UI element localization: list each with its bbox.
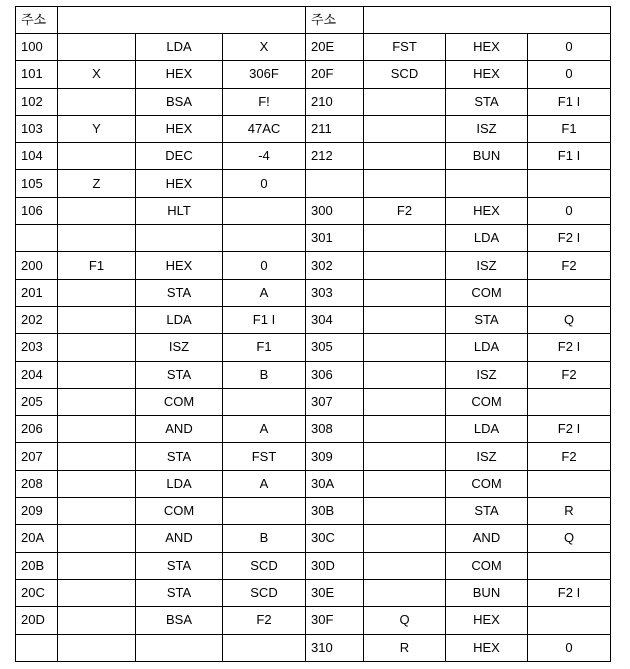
left-operand-cell <box>223 225 306 252</box>
right-instruction-cell: LDA <box>446 225 528 252</box>
right-address-cell <box>306 170 364 197</box>
table-row <box>16 279 611 306</box>
right-instruction-cell: ISZ <box>446 443 528 470</box>
table-row <box>16 252 611 279</box>
table-row <box>16 61 611 88</box>
right-instruction-cell: ISZ <box>446 115 528 142</box>
left-label-cell <box>58 361 136 388</box>
left-instruction-cell: ISZ <box>136 334 223 361</box>
left-operand-cell <box>223 634 306 661</box>
left-label-cell <box>58 388 136 415</box>
right-instruction-cell: HEX <box>446 607 528 634</box>
memory-table <box>15 6 611 662</box>
left-label-cell <box>58 579 136 606</box>
left-instruction-cell <box>136 225 223 252</box>
right-instruction-cell: STA <box>446 498 528 525</box>
left-instruction-cell: LDA <box>136 34 223 61</box>
left-address-cell: 203 <box>16 334 58 361</box>
right-instruction-cell: COM <box>446 388 528 415</box>
left-operand-cell: F! <box>223 88 306 115</box>
left-operand-cell: FST <box>223 443 306 470</box>
left-address-cell: 20C <box>16 579 58 606</box>
left-label-cell <box>58 498 136 525</box>
left-instruction-cell <box>136 634 223 661</box>
right-operand-cell: Q <box>528 525 611 552</box>
right-instruction-cell: STA <box>446 306 528 333</box>
right-label-cell: Q <box>364 607 446 634</box>
left-instruction-cell: HEX <box>136 252 223 279</box>
left-address-cell: 102 <box>16 88 58 115</box>
left-instruction-cell: BSA <box>136 607 223 634</box>
left-address-cell: 205 <box>16 388 58 415</box>
left-address-cell: 206 <box>16 416 58 443</box>
right-operand-cell: F2 <box>528 252 611 279</box>
right-address-cell: 307 <box>306 388 364 415</box>
right-label-cell <box>364 579 446 606</box>
right-instruction-cell: ISZ <box>446 252 528 279</box>
table-row <box>16 306 611 333</box>
left-operand-cell <box>223 197 306 224</box>
address-header-left: 주소 <box>16 7 58 34</box>
right-address-cell: 303 <box>306 279 364 306</box>
left-address-cell <box>16 225 58 252</box>
left-address-cell: 204 <box>16 361 58 388</box>
right-address-cell: 306 <box>306 361 364 388</box>
right-address-cell: 30C <box>306 525 364 552</box>
right-instruction-cell: LDA <box>446 334 528 361</box>
right-operand-cell: F2 I <box>528 334 611 361</box>
table-row <box>16 361 611 388</box>
left-address-cell: 104 <box>16 143 58 170</box>
left-label-cell <box>58 634 136 661</box>
right-address-cell: 211 <box>306 115 364 142</box>
left-address-cell: 200 <box>16 252 58 279</box>
right-operand-cell: F2 I <box>528 579 611 606</box>
right-label-cell <box>364 306 446 333</box>
right-instruction-cell: COM <box>446 552 528 579</box>
right-address-cell: 305 <box>306 334 364 361</box>
right-address-cell: 308 <box>306 416 364 443</box>
right-operand-cell: Q <box>528 306 611 333</box>
right-label-cell <box>364 498 446 525</box>
right-address-cell: 309 <box>306 443 364 470</box>
left-operand-cell: 306F <box>223 61 306 88</box>
left-address-cell: 100 <box>16 34 58 61</box>
left-instruction-cell: COM <box>136 388 223 415</box>
right-address-cell: 30A <box>306 470 364 497</box>
right-operand-cell <box>528 279 611 306</box>
table-row <box>16 470 611 497</box>
left-instruction-cell: LDA <box>136 306 223 333</box>
right-address-cell: 302 <box>306 252 364 279</box>
left-address-cell: 106 <box>16 197 58 224</box>
right-address-cell: 300 <box>306 197 364 224</box>
right-address-cell: 212 <box>306 143 364 170</box>
left-operand-cell: X <box>223 34 306 61</box>
table-row <box>16 634 611 661</box>
left-address-cell: 209 <box>16 498 58 525</box>
right-label-cell: FST <box>364 34 446 61</box>
table-row <box>16 34 611 61</box>
header-blank-left <box>58 7 306 34</box>
left-operand-cell: B <box>223 361 306 388</box>
left-label-cell <box>58 143 136 170</box>
left-label-cell <box>58 197 136 224</box>
left-instruction-cell: BSA <box>136 88 223 115</box>
left-instruction-cell: LDA <box>136 470 223 497</box>
right-instruction-cell: HEX <box>446 34 528 61</box>
right-instruction-cell: COM <box>446 279 528 306</box>
left-label-cell <box>58 279 136 306</box>
table-row <box>16 498 611 525</box>
right-operand-cell: F1 I <box>528 88 611 115</box>
left-instruction-cell: STA <box>136 552 223 579</box>
table-row <box>16 552 611 579</box>
right-operand-cell: 0 <box>528 61 611 88</box>
left-operand-cell: F1 <box>223 334 306 361</box>
right-instruction-cell: ISZ <box>446 361 528 388</box>
left-label-cell <box>58 552 136 579</box>
left-label-cell <box>58 34 136 61</box>
right-label-cell <box>364 225 446 252</box>
right-address-cell: 30F <box>306 607 364 634</box>
left-address-cell <box>16 634 58 661</box>
right-instruction-cell: LDA <box>446 416 528 443</box>
table-row <box>16 115 611 142</box>
program-listing <box>15 6 611 662</box>
table-row <box>16 143 611 170</box>
table-row <box>16 607 611 634</box>
left-label-cell <box>58 470 136 497</box>
right-operand-cell: 0 <box>528 197 611 224</box>
left-operand-cell: A <box>223 470 306 497</box>
left-label-cell <box>58 416 136 443</box>
left-label-cell <box>58 443 136 470</box>
left-operand-cell: F1 I <box>223 306 306 333</box>
table-row <box>16 170 611 197</box>
left-address-cell: 201 <box>16 279 58 306</box>
right-label-cell: R <box>364 634 446 661</box>
left-operand-cell: -4 <box>223 143 306 170</box>
left-address-cell: 20B <box>16 552 58 579</box>
left-operand-cell <box>223 498 306 525</box>
left-instruction-cell: STA <box>136 579 223 606</box>
right-address-cell: 304 <box>306 306 364 333</box>
right-operand-cell: F1 <box>528 115 611 142</box>
table-row <box>16 225 611 252</box>
right-instruction-cell: STA <box>446 88 528 115</box>
right-label-cell <box>364 88 446 115</box>
right-address-cell: 301 <box>306 225 364 252</box>
right-operand-cell <box>528 470 611 497</box>
left-address-cell: 207 <box>16 443 58 470</box>
right-instruction-cell: HEX <box>446 634 528 661</box>
left-instruction-cell: COM <box>136 498 223 525</box>
header-blank-right <box>364 7 611 34</box>
left-address-cell: 20D <box>16 607 58 634</box>
right-instruction-cell: HEX <box>446 197 528 224</box>
right-address-cell: 30E <box>306 579 364 606</box>
left-instruction-cell: HEX <box>136 170 223 197</box>
table-row <box>16 88 611 115</box>
left-label-cell <box>58 525 136 552</box>
left-operand-cell <box>223 388 306 415</box>
right-operand-cell <box>528 170 611 197</box>
right-instruction-cell: AND <box>446 525 528 552</box>
right-label-cell <box>364 416 446 443</box>
left-operand-cell: SCD <box>223 579 306 606</box>
right-operand-cell: F2 I <box>528 225 611 252</box>
left-instruction-cell: HEX <box>136 115 223 142</box>
left-operand-cell: F2 <box>223 607 306 634</box>
left-operand-cell: 0 <box>223 252 306 279</box>
left-operand-cell: 47AC <box>223 115 306 142</box>
right-address-cell: 30B <box>306 498 364 525</box>
left-instruction-cell: STA <box>136 279 223 306</box>
left-address-cell: 101 <box>16 61 58 88</box>
right-label-cell <box>364 470 446 497</box>
right-label-cell <box>364 334 446 361</box>
left-operand-cell: A <box>223 416 306 443</box>
table-row <box>16 443 611 470</box>
left-address-cell: 208 <box>16 470 58 497</box>
left-address-cell: 105 <box>16 170 58 197</box>
right-label-cell <box>364 443 446 470</box>
right-label-cell <box>364 279 446 306</box>
left-label-cell: F1 <box>58 252 136 279</box>
header-row <box>16 7 611 34</box>
right-label-cell <box>364 388 446 415</box>
right-instruction-cell: COM <box>446 470 528 497</box>
table-row <box>16 334 611 361</box>
right-label-cell: SCD <box>364 61 446 88</box>
left-label-cell: Y <box>58 115 136 142</box>
right-label-cell <box>364 252 446 279</box>
right-operand-cell: F1 I <box>528 143 611 170</box>
right-instruction-cell: HEX <box>446 61 528 88</box>
left-instruction-cell: DEC <box>136 143 223 170</box>
right-address-cell: 310 <box>306 634 364 661</box>
left-instruction-cell: AND <box>136 525 223 552</box>
right-address-cell: 30D <box>306 552 364 579</box>
left-label-cell <box>58 225 136 252</box>
right-label-cell <box>364 525 446 552</box>
left-label-cell: X <box>58 61 136 88</box>
right-instruction-cell: BUN <box>446 579 528 606</box>
right-operand-cell: F2 <box>528 361 611 388</box>
left-operand-cell: B <box>223 525 306 552</box>
table-row <box>16 416 611 443</box>
right-operand-cell: 0 <box>528 34 611 61</box>
right-instruction-cell: BUN <box>446 143 528 170</box>
right-label-cell <box>364 361 446 388</box>
address-header-right: 주소 <box>306 7 364 34</box>
right-operand-cell: 0 <box>528 634 611 661</box>
table-row <box>16 197 611 224</box>
right-operand-cell: F2 I <box>528 416 611 443</box>
right-operand-cell: F2 <box>528 443 611 470</box>
right-operand-cell <box>528 388 611 415</box>
table-row <box>16 579 611 606</box>
right-label-cell <box>364 143 446 170</box>
right-label-cell: F2 <box>364 197 446 224</box>
right-label-cell <box>364 115 446 142</box>
right-operand-cell: R <box>528 498 611 525</box>
table-row <box>16 525 611 552</box>
right-operand-cell <box>528 552 611 579</box>
right-address-cell: 20E <box>306 34 364 61</box>
left-label-cell: Z <box>58 170 136 197</box>
table-row <box>16 388 611 415</box>
left-label-cell <box>58 334 136 361</box>
left-instruction-cell: STA <box>136 443 223 470</box>
left-instruction-cell: HLT <box>136 197 223 224</box>
left-label-cell <box>58 607 136 634</box>
left-address-cell: 202 <box>16 306 58 333</box>
left-operand-cell: A <box>223 279 306 306</box>
right-address-cell: 20F <box>306 61 364 88</box>
left-instruction-cell: HEX <box>136 61 223 88</box>
right-label-cell <box>364 170 446 197</box>
left-operand-cell: 0 <box>223 170 306 197</box>
right-instruction-cell <box>446 170 528 197</box>
right-operand-cell <box>528 607 611 634</box>
right-label-cell <box>364 552 446 579</box>
left-instruction-cell: STA <box>136 361 223 388</box>
left-label-cell <box>58 306 136 333</box>
right-address-cell: 210 <box>306 88 364 115</box>
left-label-cell <box>58 88 136 115</box>
left-address-cell: 20A <box>16 525 58 552</box>
left-address-cell: 103 <box>16 115 58 142</box>
left-instruction-cell: AND <box>136 416 223 443</box>
left-operand-cell: SCD <box>223 552 306 579</box>
